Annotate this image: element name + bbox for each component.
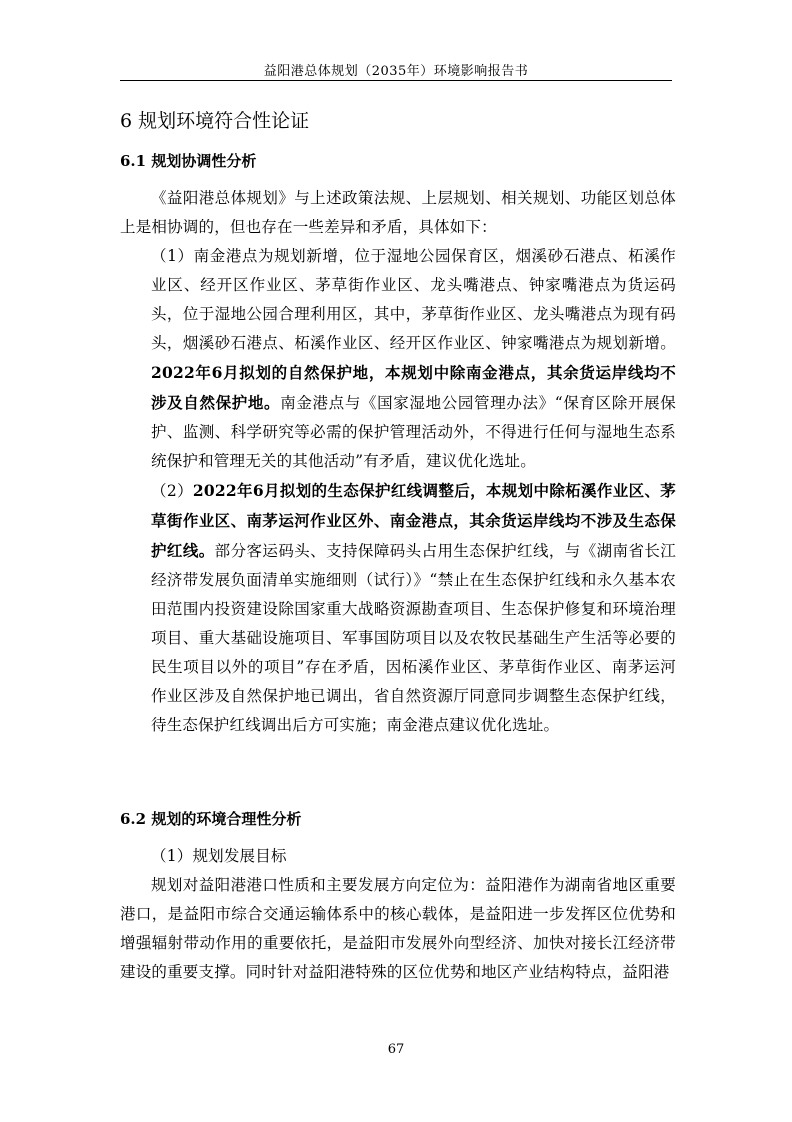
item-1-text-c: 南金港点与《国家湿地公园管理办法》“保育区除开展保护、监测、科学研究等必需的保护管理活动外，不得进行任何与湿地生态系统保护和管理无关的其他活动”有矛盾，建议优化选址。 bbox=[151, 394, 676, 470]
item-1-paragraph bbox=[120, 242, 676, 476]
section-6-1-body bbox=[120, 184, 676, 740]
running-header: 益阳港总体规划（2035年）环境影响报告书 bbox=[263, 64, 529, 79]
item-1-bold-text: 2022年6月拟划的自然保护地，本规划中除南金港点，其余货运岸线均不涉及自然保护地。 bbox=[151, 363, 676, 412]
section-heading-6-1: 6.1 规划协调性分析 bbox=[120, 152, 257, 170]
intro-paragraph: 《益阳港总体规划》与上述政策法规、上层规划、相关规划、功能区划总体上是相协调的，但也存在一些差异和矛盾，具体如下： bbox=[120, 189, 676, 236]
section-heading-6-2: 6.2 规划的环境合理性分析 bbox=[120, 810, 302, 828]
item-2-bold-text: 2022年6月拟划的生态保护红线调整后，本规划中除柘溪作业区、茅草街作业区、南茅运河作业区外、南金港点，其余货运岸线均不涉及生态保护红线。 bbox=[151, 481, 676, 560]
subheading-development-goal: （1）规划发展目标 bbox=[151, 847, 287, 865]
item-2-text-c: 部分客运码头、支持保障码头占用生态保护红线，与《湖南省长江经济带发展负面清单实施细则（试行）》“禁止在生态保护红线和永久基本农田范围内投资建设除国家重大战略资源勘查项目、生态保护修复和环境治理项目、重大基础设施项目、军事国防项目以及农牧民基础生产生活等必要的民生项目以外的项目”存在矛盾，因柘溪作业区、茅草街作业区、南茅运河作业区涉及自然保护地已调出，省自然资源厅同意同步调整生态保护红线，待生态保护红线调出后方可实施；南金港点建议优化选址。 bbox=[151, 542, 676, 734]
chapter-title: 6 规划环境符合性论证 bbox=[120, 110, 310, 132]
item-2-paragraph bbox=[120, 476, 676, 740]
section-6-2-body bbox=[120, 842, 676, 987]
goal-paragraph: 规划对益阳港港口性质和主要发展方向定位为：益阳港作为湖南省地区重要港口，是益阳市综合交通运输体系中的核心载体，是益阳进一步发挥区位优势和增强辐射带动作用的重要依托，是益阳市发展外向型经济、加快对接长江经济带建设的重要支撑。同时针对益阳港特殊的区位优势和地区产业结构特点，益阳港 bbox=[120, 876, 676, 981]
page-number: 67 bbox=[387, 1042, 405, 1057]
header-divider bbox=[120, 80, 672, 81]
item-2-text-a: （2） bbox=[151, 482, 193, 500]
item-1-text-a: （1）南金港点为规划新增，位于湿地公园保育区，烟溪砂石港点、柘溪作业区、经开区作业区、茅草街作业区、龙头嘴港点、钟家嘴港点为货运码头，位于湿地公园合理利用区，其中，茅草街作业区、龙头嘴港点为现有码头，烟溪砂石港点、柘溪作业区、经开区作业区、钟家嘴港点为规划新增。 bbox=[151, 247, 676, 352]
